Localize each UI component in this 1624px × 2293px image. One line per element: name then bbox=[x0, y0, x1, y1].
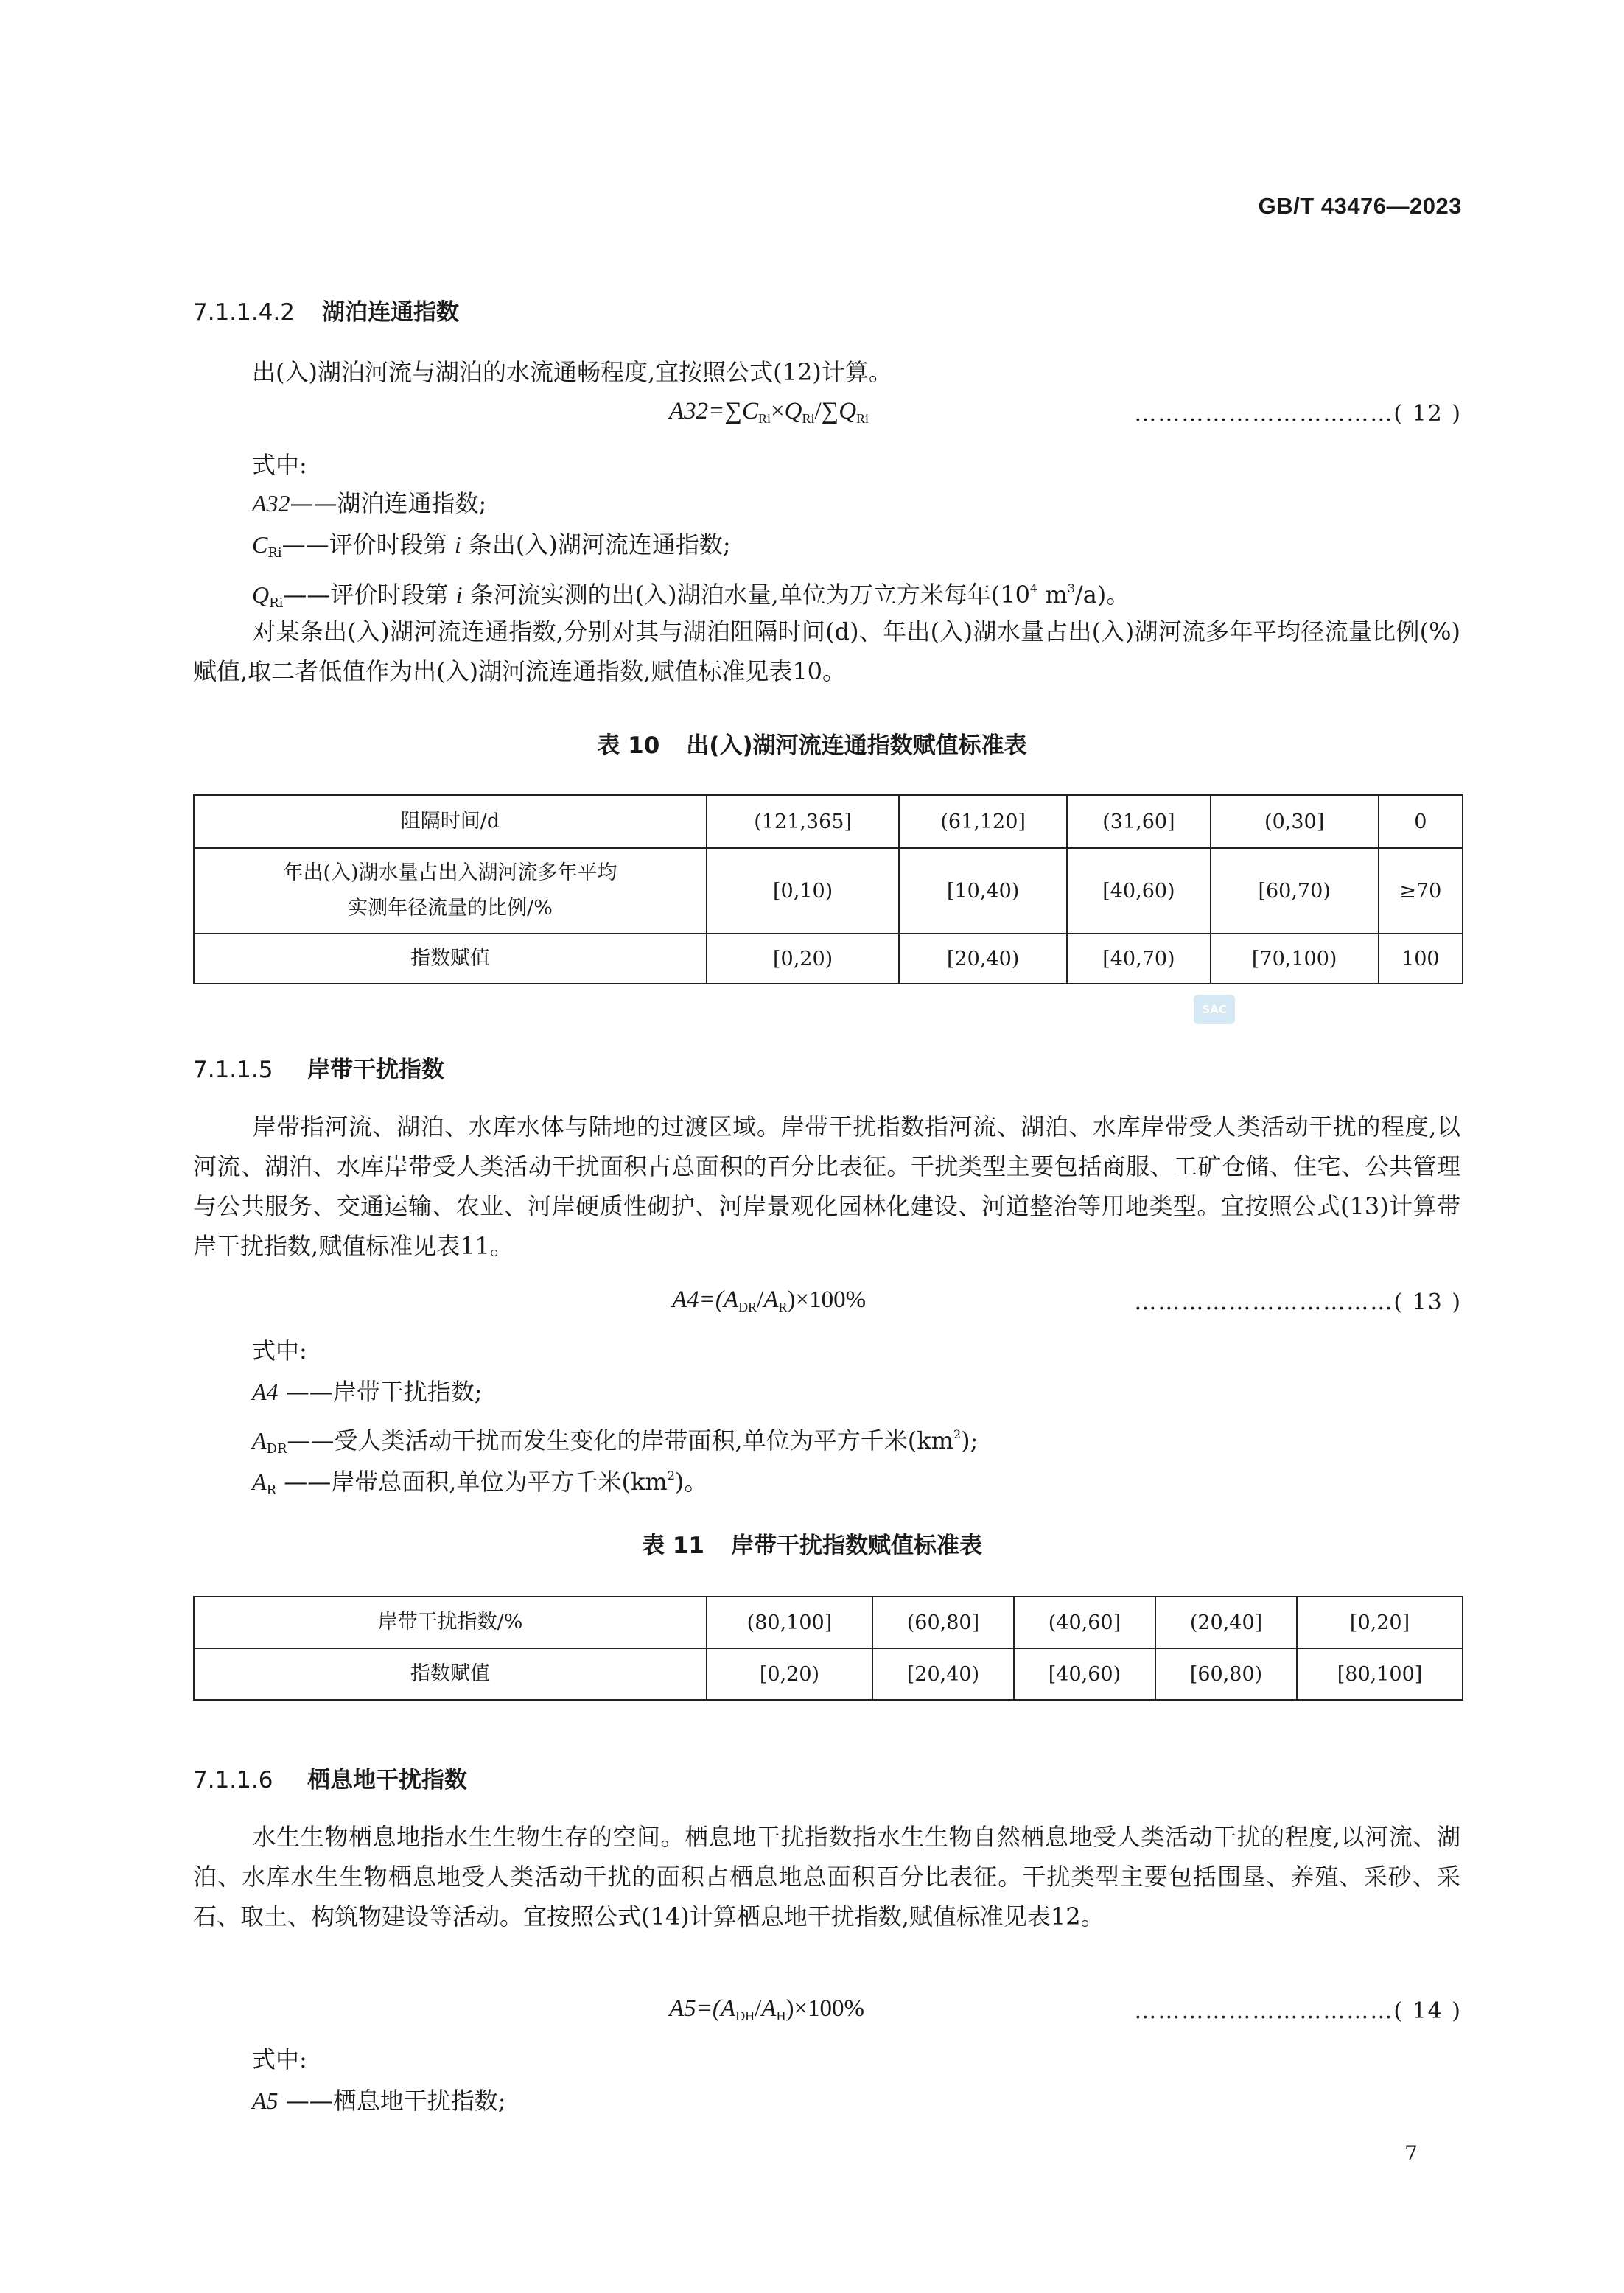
table-11-caption: 表 11 岸带干扰指数赋值标准表 bbox=[642, 1533, 982, 1559]
definition-adr: $A_{DR}——$受人类活动干扰而发生变化的岸带面积,单位为平方千米$(km^2)$; bbox=[252, 1426, 979, 1457]
table-cell: [10,40) bbox=[899, 848, 1067, 934]
definition-a32: A32——湖泊连通指数; bbox=[252, 489, 487, 517]
formula-14: $A5=(A_{DH}/A_H)\times 100\%$ bbox=[669, 1995, 865, 2023]
table-cell: [40,70) bbox=[1067, 934, 1211, 984]
table-cell: (31,60] bbox=[1067, 795, 1211, 848]
where-label: 式中: bbox=[252, 451, 307, 479]
table-10 bbox=[193, 794, 1463, 984]
where-label: 式中: bbox=[252, 1337, 307, 1365]
definition-ar: $A_R$ ——岸带总面积,单位为平方千米$(km^2)$。 bbox=[252, 1468, 708, 1498]
table-cell: (0,30] bbox=[1211, 795, 1379, 848]
table-cell: [0,20) bbox=[707, 1648, 872, 1700]
table-cell: [0,20) bbox=[707, 934, 899, 984]
table-row bbox=[194, 848, 1463, 934]
table-row bbox=[194, 934, 1463, 984]
table-row bbox=[194, 795, 1463, 848]
section-heading-7-1-1-6 bbox=[193, 1761, 467, 1794]
section-number: 7.1.1.6 bbox=[193, 1767, 273, 1793]
formula-12: $A32=\sum C_{Ri}\times Q_{Ri}/\sum Q_{Ri}$ bbox=[669, 398, 869, 426]
equation-number-14: ……………………………( 14 ) bbox=[1134, 1998, 1462, 2024]
paragraph-shoreline: 岸带指河流、湖泊、水库水体与陆地的过渡区域。岸带干扰指数指河流、湖泊、水库岸带受人类活动干扰的程度,以河流、湖泊、水库岸带受人类活动干扰面积占总面积的百分比表征。干扰类型主要包括商服、工矿仓储、住宅、公共管理与公共服务、交通运输、农业、河岸硬质性砌护、河岸景观化园林化建设、河道整治等用地类型。宜按照公式(13)计算带岸干扰指数,赋值标准见表11。 bbox=[193, 1113, 1460, 1260]
table-row bbox=[194, 1648, 1463, 1700]
table-cell: [40,60) bbox=[1067, 848, 1211, 934]
section-title: 湖泊连通指数 bbox=[322, 299, 459, 326]
table-cell-label: 年出(入)湖水量占出入湖河流多年平均 实测年径流量的比例/% bbox=[194, 848, 707, 934]
table-cell: [0,20] bbox=[1297, 1597, 1463, 1648]
table-cell: [20,40) bbox=[899, 934, 1067, 984]
table-cell: 100 bbox=[1379, 934, 1463, 984]
table-11 bbox=[193, 1596, 1463, 1701]
table-cell: 0 bbox=[1379, 795, 1463, 848]
table-cell: [40,60) bbox=[1014, 1648, 1155, 1700]
section-heading-7-1-1-5 bbox=[193, 1051, 444, 1084]
table-cell-label: 岸带干扰指数/% bbox=[194, 1597, 707, 1648]
table-cell: (20,40] bbox=[1155, 1597, 1297, 1648]
paragraph-habitat: 水生生物栖息地指水生生物生存的空间。栖息地干扰指数指水生生物自然栖息地受人类活动干扰的程度,以河流、湖泊、水库水生生物栖息地受人类活动干扰的面积占栖息地总面积百分比表征。干扰类型主要包括围垦、养殖、采砂、采石、取土、构筑物建设等活动。宜按照公式(14)计算栖息地干扰指数,赋值标准见表12。 bbox=[193, 1823, 1460, 1930]
table-cell: [60,70) bbox=[1211, 848, 1379, 934]
standard-number: GB/T 43476—2023 bbox=[1258, 193, 1462, 219]
table-cell: [70,100) bbox=[1211, 934, 1379, 984]
table-row bbox=[194, 1597, 1463, 1648]
definition-qri: $Q_{Ri}——$评价时段第 i 条河流实测的出(入)湖泊水量,单位为万立方米每年($10^4$ $m^3/a$)。 bbox=[252, 581, 1130, 611]
formula-13: $A4=(A_{DR}/A_R)\times 100\%$ bbox=[672, 1286, 867, 1314]
definition-a5: A5 ——栖息地干扰指数; bbox=[252, 2087, 506, 2115]
equation-number-13: ……………………………( 13 ) bbox=[1134, 1289, 1462, 1315]
table-cell: (121,365] bbox=[707, 795, 899, 848]
page-number: 7 bbox=[1404, 2141, 1418, 2166]
equation-number-12: ……………………………( 12 ) bbox=[1134, 401, 1462, 427]
table-cell: ≥70 bbox=[1379, 848, 1463, 934]
table-cell: [80,100] bbox=[1297, 1648, 1463, 1700]
table-10-caption: 表 10 出(入)湖河流连通指数赋值标准表 bbox=[597, 732, 1027, 759]
table-cell-label: 阻隔时间/d bbox=[194, 795, 707, 848]
where-label: 式中: bbox=[252, 2045, 307, 2073]
table-cell-label: 指数赋值 bbox=[194, 1648, 707, 1700]
table-cell: [60,80) bbox=[1155, 1648, 1297, 1700]
table-cell: (61,120] bbox=[899, 795, 1067, 848]
table-cell: [20,40) bbox=[872, 1648, 1014, 1700]
section-heading-7-1-1-4-2 bbox=[193, 293, 459, 326]
table-cell-label: 指数赋值 bbox=[194, 934, 707, 984]
section-intro: 出(入)湖泊河流与湖泊的水流通畅程度,宜按照公式(12)计算。 bbox=[252, 358, 892, 386]
section-title: 栖息地干扰指数 bbox=[307, 1767, 467, 1793]
definition-a4: A4 ——岸带干扰指数; bbox=[252, 1378, 483, 1406]
section-number: 7.1.1.5 bbox=[193, 1057, 273, 1083]
table-cell: (80,100] bbox=[707, 1597, 872, 1648]
table-cell: (40,60] bbox=[1014, 1597, 1155, 1648]
table-cell: (60,80] bbox=[872, 1597, 1014, 1648]
paragraph-river-connectivity: 对某条出(入)湖河流连通指数,分别对其与湖泊阻隔时间(d)、年出(入)湖水量占出(入)湖河流多年平均径流量比例(%)赋值,取二者低值作为出(入)湖河流连通指数,赋值标准见表10。 bbox=[193, 617, 1460, 685]
sac-watermark: SAC bbox=[1194, 995, 1235, 1024]
section-number: 7.1.1.4.2 bbox=[193, 299, 295, 326]
table-cell: [0,10) bbox=[707, 848, 899, 934]
definition-cri: $C_{Ri}——$评价时段第 i 条出(入)湖河流连通指数; bbox=[252, 531, 731, 561]
section-title: 岸带干扰指数 bbox=[307, 1057, 444, 1083]
